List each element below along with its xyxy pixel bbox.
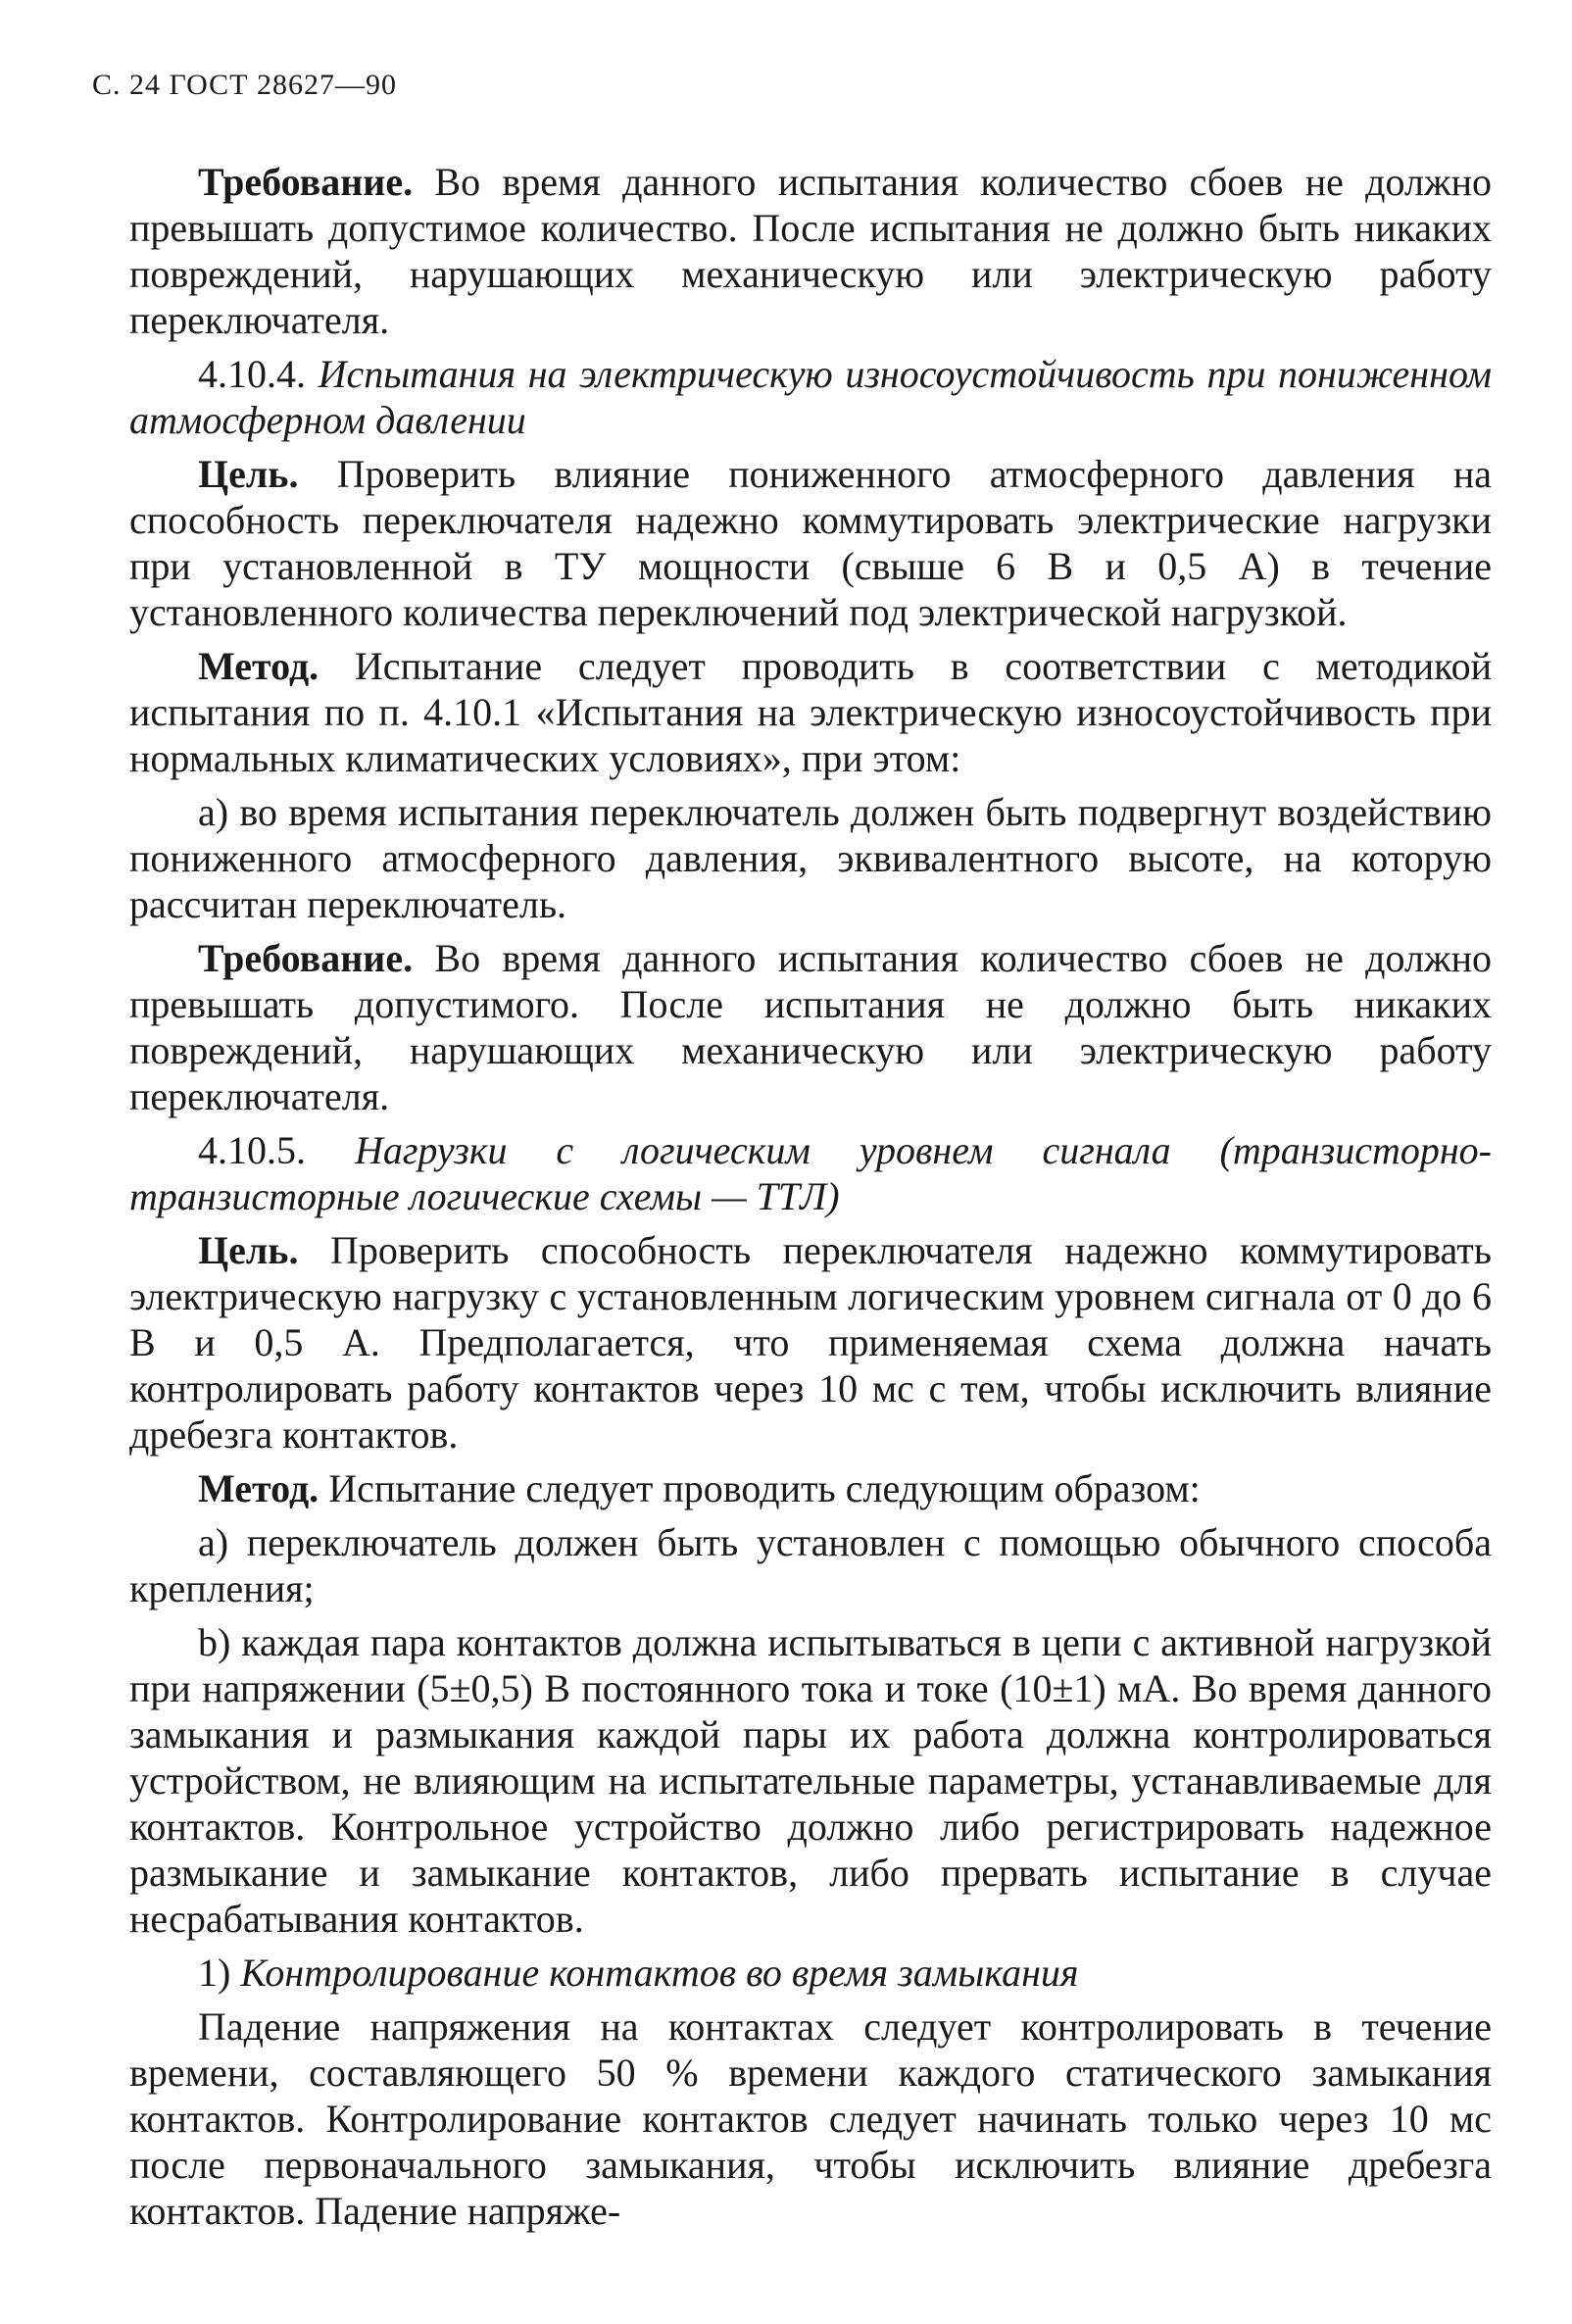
requirement-paragraph (129, 935, 1492, 1119)
subsection-heading (129, 1950, 1492, 1996)
subsection-title: Контролирование контактов во время замыкания (240, 1951, 1079, 1995)
paragraph-label: Метод. (198, 644, 319, 688)
paragraph-text: Во время данного испытания количество сбоев не должно превышать допустимое количество. После испытания не должно быть никаких повреждений, нарушающих механическую или электрическую работу переключателя. (129, 160, 1492, 342)
paragraph-label: Цель. (198, 452, 299, 496)
paragraph-text: Испытание следует проводить следующим образом: (319, 1466, 1201, 1510)
section-title: Нагрузки с логическим уровнем сигнала (транзисторно-транзисторные логические схемы — ТТЛ) (129, 1128, 1492, 1218)
body-paragraph: Падение напряжения на контактах следует контролировать в течение времени, составляющего 50 % времени каждого статического замыкания контактов. Контролирование контактов следует начинать только через 10 мс после первоначального замыкания, чтобы исключить влияние дребезга контактов. Падение напряже- (129, 2004, 1492, 2233)
goal-paragraph (129, 451, 1492, 635)
method-paragraph (129, 643, 1492, 781)
document-page (92, 69, 1492, 2242)
paragraph-label: Требование. (198, 160, 414, 204)
list-item: а) переключатель должен быть установлен с помощью обычного способа крепления; (129, 1520, 1492, 1610)
paragraph-label: Требование. (198, 936, 414, 980)
section-number: 4.10.5. (198, 1128, 306, 1172)
goal-paragraph (129, 1227, 1492, 1458)
list-item: а) во время испытания переключатель должен быть подвергнут воздействию пониженного атмосферного давления, эквивалентного высоте, на которую рассчитан переключатель. (129, 790, 1492, 926)
subsection-number: 1) (198, 1951, 231, 1995)
section-number: 4.10.4. (198, 352, 306, 396)
method-paragraph (129, 1465, 1492, 1511)
section-title: Испытания на электрическую износоустойчивость при пониженном атмосферном давлении (129, 352, 1492, 442)
paragraph-label: Метод. (198, 1466, 319, 1510)
paragraph-text: Проверить влияние пониженного атмосферного давления на способность переключателя надежно коммутировать электрические нагрузки при установленной в ТУ мощности (свыше 6 В и 0,5 А) в течение установленного количества переключений под электрической нагрузкой. (129, 452, 1492, 634)
paragraph-text: Испытание следует проводить в соответствии с методикой испытания по п. 4.10.1 «Испытания на электрическую износоустойчивость при нормальных климатических условиях», при этом: (129, 644, 1492, 780)
section-heading (129, 351, 1492, 443)
page-header: С. 24 ГОСТ 28627—90 (92, 69, 397, 101)
requirement-paragraph (129, 159, 1492, 343)
paragraph-text: Во время данного испытания количество сбоев не должно превышать допустимого. После испытания не должно быть никаких повреждений, нарушающих механическую или электрическую работу переключателя. (129, 936, 1492, 1118)
list-item: b) каждая пара контактов должна испытываться в цепи с активной нагрузкой при напряжении (5±0,5) В постоянного тока и токе (10±1) мА. Во время данного замыкания и размыкания каждой пары их работа должна контролироваться устройством, не влияющим на испытательные параметры, устанавливаемые для контактов. Контрольное устройство должно либо регистрировать надежное размыкание и замыкание контактов, либо прервать испытание в случае несрабатывания контактов. (129, 1620, 1492, 1941)
paragraph-label: Цель. (198, 1228, 299, 1272)
section-heading (129, 1127, 1492, 1219)
paragraph-text: Проверить способность переключателя надежно коммутировать электрическую нагрузку с установленным логическим уровнем сигнала от 0 до 6 В и 0,5 А. Предполагается, что применяемая схема должна начать контролировать работу контактов через 10 мс с тем, чтобы исключить влияние дребезга контактов. (129, 1228, 1492, 1457)
